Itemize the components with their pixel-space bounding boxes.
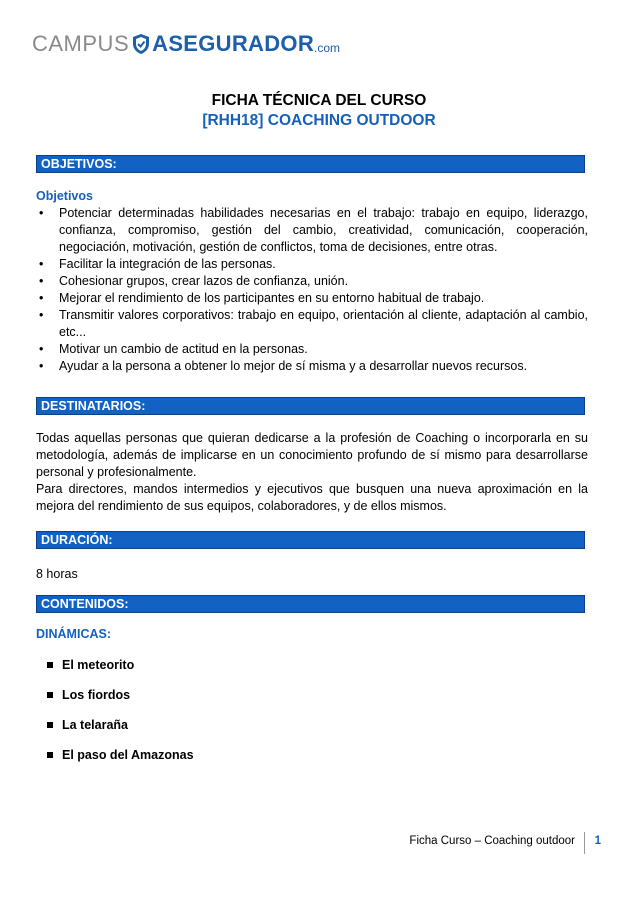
section-bar-duracion	[36, 531, 585, 549]
dinamica-item	[62, 748, 194, 762]
objetivos-subheading: Objetivos	[36, 189, 93, 203]
duracion-value: 8 horas	[36, 567, 78, 581]
dinamicas-subheading: DINÁMICAS:	[36, 627, 111, 641]
list-item: • Cohesionar grupos, crear lazos de confianza, unión.	[36, 273, 588, 290]
dinamica-label: Los fiordos	[62, 688, 131, 702]
section-heading-duracion: DURACIÓN:	[41, 533, 113, 547]
logo-text-campus: CAMPUS	[32, 31, 130, 56]
course-title: [RHH18] COACHING OUTDOOR	[202, 112, 436, 129]
list-item: • Facilitar la integración de las personas.	[36, 256, 588, 273]
section-heading-contenidos: CONTENIDOS:	[41, 597, 129, 611]
section-heading-destinatarios: DESTINATARIOS:	[41, 399, 146, 413]
destinatarios-paragraph-2: Para directores, mandos intermedios y ejecutivos que busquen una nueva aproximación en la mejora del rendimiento de sus equipos, colaboradores, y de ellos mismos.	[36, 482, 588, 513]
square-bullet-icon	[47, 692, 53, 698]
footer-divider	[584, 832, 585, 854]
section-bar-destinatarios	[36, 397, 585, 415]
shield-icon	[132, 33, 150, 55]
dinamica-label: La telaraña	[62, 718, 129, 732]
section-bar-contenidos	[36, 595, 585, 613]
list-item: • Potenciar determinadas habilidades necesarias en el trabajo: trabajo en equipo, liderazgo, confianza, compromiso, gestión del cambio, creatividad, comunicación, cooperación, negociación, motivación, gestión de conflictos, toma de decisiones, entre otras.	[36, 205, 588, 256]
objetivos-list	[36, 205, 588, 375]
list-item: • Motivar un cambio de actitud en la personas.	[36, 341, 588, 358]
dinamica-label: El paso del Amazonas	[62, 748, 194, 762]
destinatarios-paragraph-1: Todas aquellas personas que quieran dedicarse a la profesión de Coaching o incorporarla en su metodología, además de implicarse en un conocimiento profundo de sí mismo para desarrollarse personal y profesionalmente.	[36, 431, 588, 479]
square-bullet-icon	[47, 662, 53, 668]
dinamica-label: El meteorito	[62, 658, 135, 672]
section-bar-objetivos	[36, 155, 585, 173]
list-item: • Transmitir valores corporativos: trabajo en equipo, orientación al cliente, adaptación al cambio, etc...	[36, 307, 588, 341]
footer-text: Ficha Curso – Coaching outdoor	[409, 835, 575, 847]
logo-text-asegurador: ASEGURADOR	[152, 31, 315, 56]
square-bullet-icon	[47, 752, 53, 758]
document-title: FICHA TÉCNICA DEL CURSO	[211, 92, 427, 109]
dinamica-item	[62, 658, 134, 672]
logo-text-dotcom: .com	[314, 40, 341, 55]
square-bullet-icon	[47, 722, 53, 728]
campus-asegurador-logo	[32, 30, 340, 58]
dinamica-item	[62, 718, 128, 732]
page-footer	[390, 832, 605, 852]
page-number: 1	[594, 835, 601, 847]
list-item: • Mejorar el rendimiento de los participantes en su entorno habitual de trabajo.	[36, 290, 588, 307]
dinamica-item	[62, 688, 130, 702]
section-heading-objetivos: OBJETIVOS:	[41, 157, 117, 171]
list-item: • Ayudar a la persona a obtener lo mejor de sí misma y a desarrollar nuevos recursos.	[36, 358, 588, 375]
destinatarios-content	[36, 430, 588, 515]
objetivos-content	[36, 188, 588, 375]
